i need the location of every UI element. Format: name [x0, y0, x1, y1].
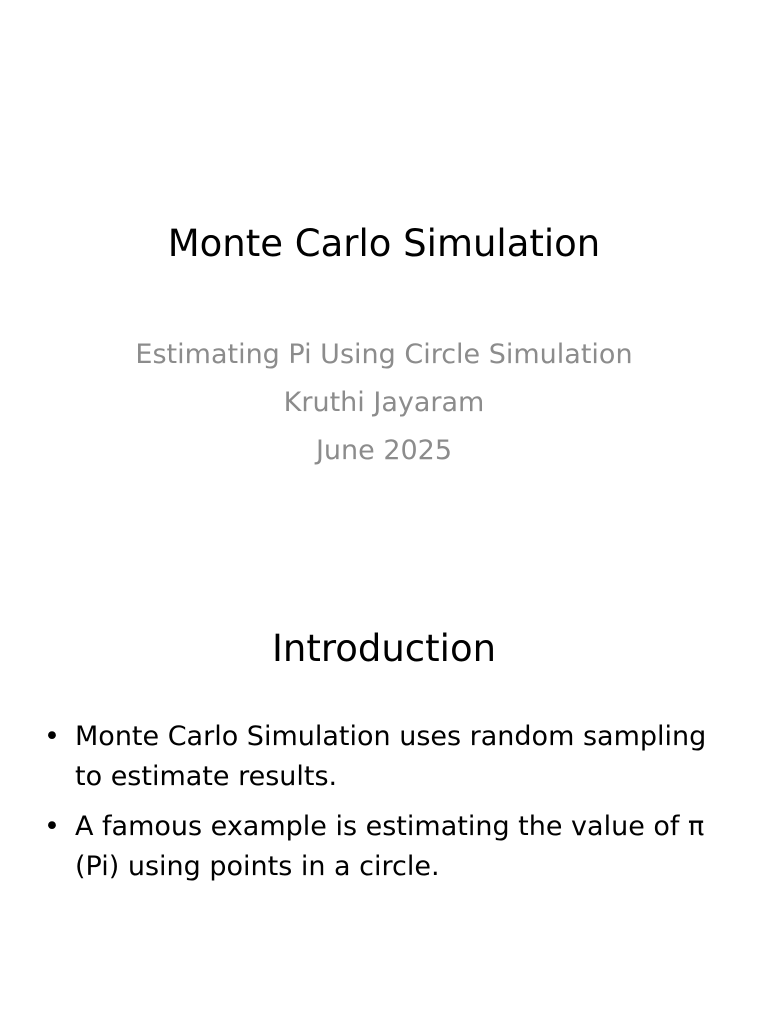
slide-title: Introduction: [271, 627, 497, 670]
bullet-text: A famous example is estimating the value of π (Pi) using points in a circle.: [75, 811, 705, 882]
introduction-slide: [0, 512, 768, 1024]
slide-title: Monte Carlo Simulation: [167, 222, 601, 265]
bullet-item: [44, 717, 734, 797]
slide-subtitle: [0, 331, 768, 475]
subtitle-author: Kruthi Jayaram: [283, 387, 485, 418]
bullet-list: [44, 717, 734, 897]
subtitle-topic: Estimating Pi Using Circle Simulation: [135, 339, 633, 370]
subtitle-date: June 2025: [315, 435, 453, 466]
bullet-icon: •: [44, 721, 60, 752]
bullet-icon: •: [44, 811, 60, 842]
bullet-item: [44, 807, 734, 887]
bullet-text: Monte Carlo Simulation uses random sampling to estimate results.: [75, 721, 707, 792]
